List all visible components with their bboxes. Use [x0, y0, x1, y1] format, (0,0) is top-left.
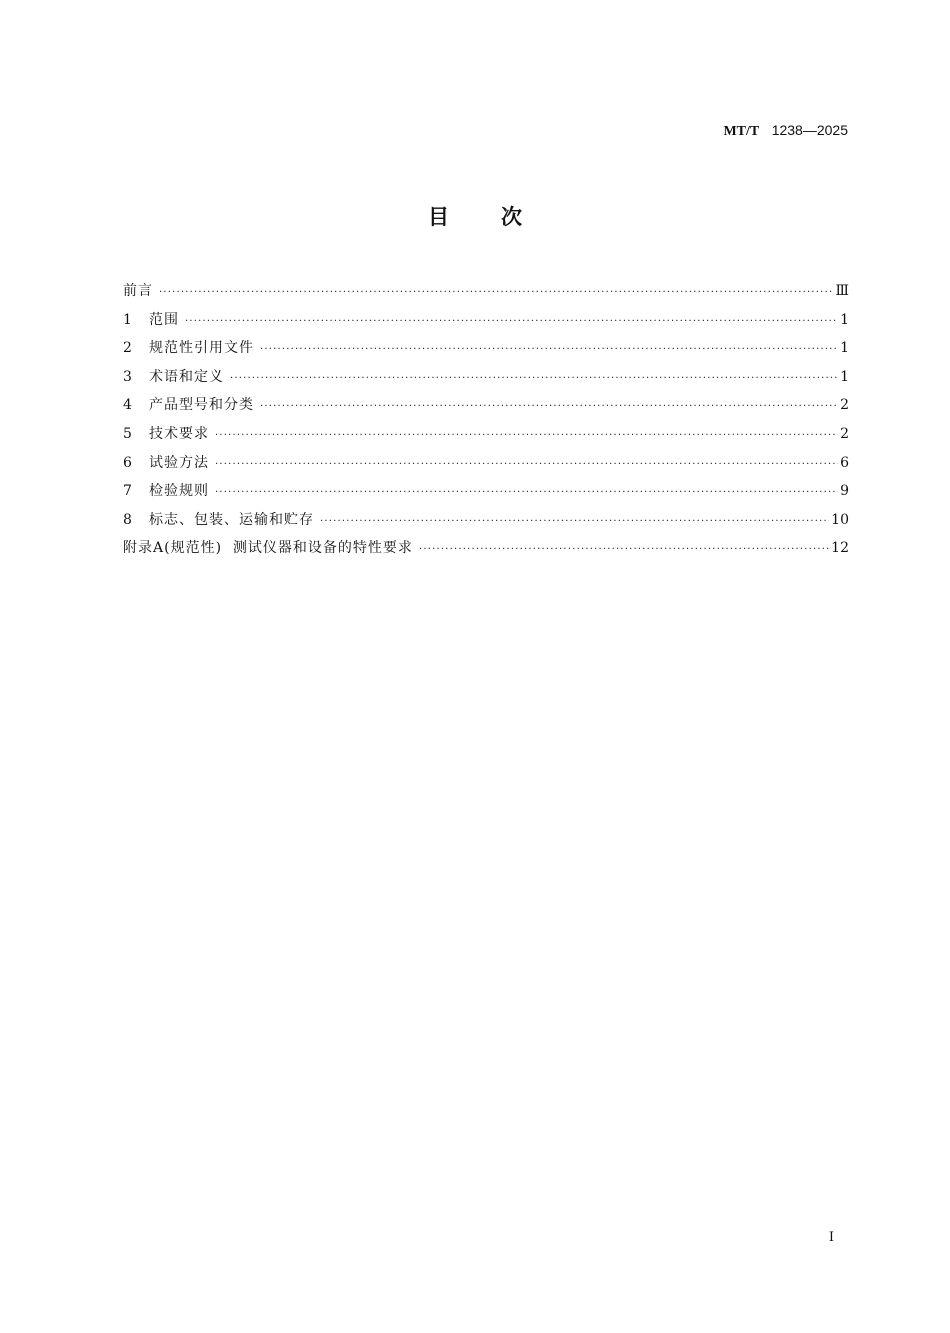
toc-leader-dots	[230, 365, 838, 394]
toc-entry-page: 2	[840, 425, 849, 442]
toc-entry-marking-packaging[interactable]	[123, 506, 849, 535]
toc-entry-number: 4	[123, 397, 132, 414]
toc-entry-page: 6	[840, 454, 849, 471]
toc-entry-number: 2	[123, 340, 132, 357]
toc-entry-label: 试验方法	[149, 454, 209, 471]
toc-entry-page: 1	[840, 311, 849, 328]
toc-entry-normative-references[interactable]	[123, 334, 849, 363]
toc-entry-product-model[interactable]	[123, 391, 849, 420]
toc-entry-label: 产品型号和分类	[149, 397, 254, 414]
toc-entry-label: 前言	[123, 283, 153, 299]
toc-entry-page: 9	[840, 483, 849, 500]
toc-entry-number: 8	[123, 511, 132, 528]
toc-leader-dots	[419, 536, 829, 565]
toc-entry-technical-requirements[interactable]	[123, 420, 849, 449]
toc-entry-page: 2	[840, 397, 849, 414]
standard-code: MT/T	[723, 124, 760, 139]
toc-entry-terms-definitions[interactable]	[123, 363, 849, 392]
toc-leader-dots	[159, 279, 833, 308]
toc-entry-number: 1	[123, 311, 132, 328]
toc-entry-page: 1	[840, 340, 849, 357]
toc-entry-page: 1	[840, 368, 849, 385]
toc-leader-dots	[215, 479, 838, 508]
toc-leader-dots	[215, 422, 838, 451]
table-of-contents	[123, 277, 849, 563]
toc-entry-label: 规范性引用文件	[149, 340, 254, 357]
toc-leader-dots	[185, 308, 838, 337]
toc-entry-label: 检验规则	[149, 483, 209, 500]
toc-entry-page: Ⅲ	[835, 283, 849, 299]
toc-leader-dots	[260, 393, 838, 422]
toc-entry-number: 5	[123, 425, 132, 442]
standard-number: 1238—2025	[771, 122, 848, 138]
toc-entry-annex-a[interactable]	[123, 534, 849, 563]
toc-title: 目次	[428, 205, 574, 229]
toc-entry-scope[interactable]	[123, 306, 849, 335]
toc-entry-test-methods[interactable]	[123, 449, 849, 478]
toc-entry-label: 范围	[149, 311, 179, 328]
toc-leader-dots	[260, 336, 838, 365]
toc-entry-label: 术语和定义	[149, 368, 224, 385]
toc-entry-number: 7	[123, 483, 132, 500]
toc-entry-label: 标志、包装、运输和贮存	[149, 511, 314, 528]
toc-leader-dots	[215, 451, 838, 480]
toc-entry-number: 3	[123, 368, 132, 385]
toc-entry-page: 12	[831, 540, 849, 557]
standard-header	[723, 121, 848, 141]
toc-entry-label: 附录A(规范性) 测试仪器和设备的特性要求	[123, 540, 413, 557]
toc-entry-foreword[interactable]	[123, 277, 849, 306]
page-number: I	[828, 1230, 834, 1245]
toc-entry-label: 技术要求	[149, 425, 209, 442]
toc-entry-number: 6	[123, 454, 132, 471]
toc-entry-inspection-rules[interactable]	[123, 477, 849, 506]
toc-leader-dots	[320, 508, 829, 537]
toc-entry-page: 10	[831, 511, 849, 528]
